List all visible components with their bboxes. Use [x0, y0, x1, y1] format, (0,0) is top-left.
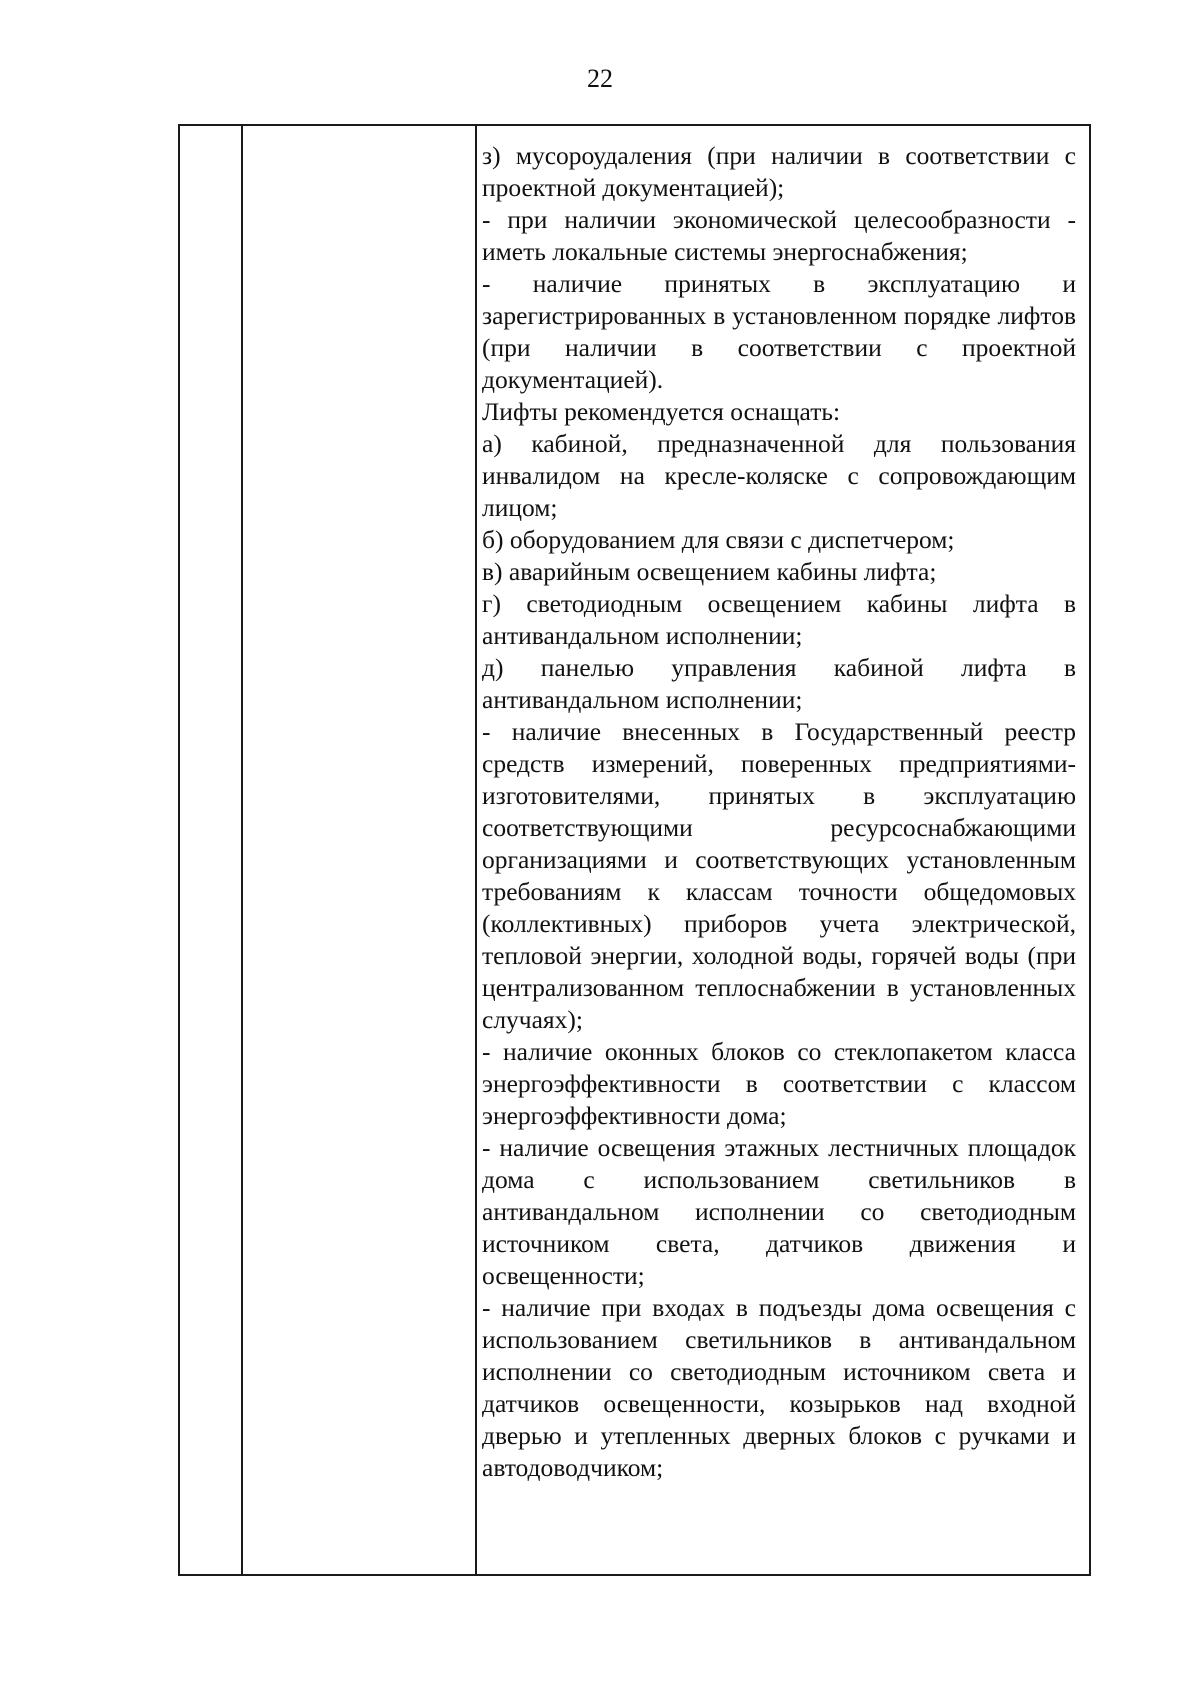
paragraph-elevator-equipment-heading: Лифты рекомендуется оснащать:: [482, 397, 841, 426]
table-column-divider: [241, 126, 243, 1574]
document-table: [178, 124, 1091, 1576]
paragraph-metering-devices: - наличие внесенных в Государственный реестр средств измерений, поверенных предприятиями-изготовителями, принятых в эксплуатацию соответствующими ресурсоснабжающими организациями и соответствующих установленным требованиям к классам точности общедомовых (коллективных) приборов учета электрической, тепловой энергии, холодной воды, горячей воды (при централизованном теплоснабжении в установленных случаях);: [482, 717, 1076, 1034]
table-column-divider: [475, 126, 477, 1574]
table-right-cell: [482, 140, 1076, 1484]
list-item-b: б) оборудованием для связи с диспетчером;: [482, 525, 955, 554]
paragraph-stairwell-lighting: - наличие освещения этажных лестничных площадок дома с использованием светильников в антивандальном исполнении со светодиодным источником света, датчиков движения и освещенности;: [482, 1133, 1076, 1290]
list-item-a: а) кабиной, предназначенной для пользования инвалидом на кресле-коляске с сопровождающим лицом;: [482, 429, 1076, 522]
list-item-v: в) аварийным освещением кабины лифта;: [482, 557, 937, 586]
paragraph-elevators: - наличие принятых в эксплуатацию и зарегистрированных в установленном порядке лифтов (при наличии в соответствии с проектной документацией).: [482, 269, 1076, 394]
list-item-d: д) панелью управления кабиной лифта в антивандальном исполнении;: [482, 653, 1076, 714]
paragraph-window-blocks: - наличие оконных блоков со стеклопакетом класса энергоэффективности в соответствии с классом энергоэффективности дома;: [482, 1037, 1076, 1130]
list-item-g: г) светодиодным освещением кабины лифта в антивандальном исполнении;: [482, 589, 1076, 650]
page-number: 22: [587, 64, 613, 93]
paragraph-garbage-removal: з) мусороудаления (при наличии в соответствии с проектной документацией);: [482, 141, 1076, 202]
paragraph-entrance-lighting: - наличие при входах в подъезды дома освещения с использованием светильников в антивандальном исполнении со светодиодным источником света и датчиков освещенности, козырьков над входной дверью и утепленных дверных блоков с ручками и автодоводчиком;: [482, 1293, 1076, 1482]
paragraph-local-energy: - при наличии экономической целесообразности - иметь локальные системы энергоснабжения;: [482, 205, 1076, 266]
